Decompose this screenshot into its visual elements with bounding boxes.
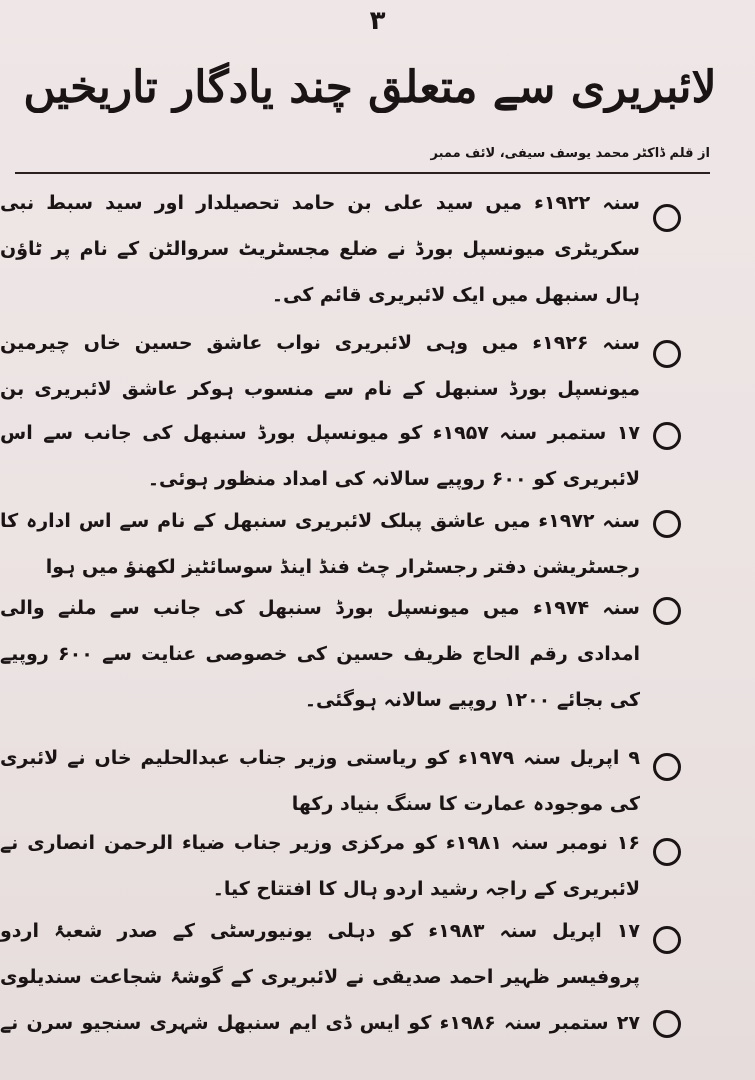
page-number: ۳ [369, 6, 386, 36]
circle-bullet-icon [653, 838, 681, 866]
circle-bullet-icon [653, 422, 681, 450]
circle-bullet-icon [653, 926, 681, 954]
page-title: لائبریری سے متعلق چند یادگار تاریخیں [23, 62, 717, 113]
author-byline: از قلم ڈاکٹر محمد یوسف سیفی، لائف ممبر [430, 146, 710, 161]
circle-bullet-icon [653, 340, 681, 368]
entry-text: ۱۷ اپریل سنہ ۱۹۸۳ء کو دہلی یونیورسٹی کے صدر شعبۂ اردو پروفیسر ظہیر احمد صدیقی نے لائبریری کے گوشۂ شجاعت سندیلوی [0, 920, 640, 988]
circle-bullet-icon [653, 597, 681, 625]
entry-text: ۲۷ ستمبر سنہ ۱۹۸۶ء کو ایس ڈی ایم سنبھل شہری سنجیو سرن نے [0, 1012, 640, 1034]
title-divider [15, 172, 710, 174]
circle-bullet-icon [653, 1010, 681, 1038]
entry-text: سنہ ۱۹۷۴ء میں میونسپل بورڈ سنبھل کی جانب سے ملنے والی امدادی رقم الحاج ظریف حسین کی خصوصی عنایت سے ۶۰۰ روپیے کی بجائے ۱۲۰۰ روپیے سالانہ ہوگئی۔ [0, 597, 640, 711]
entry-text: ۱۷ ستمبر سنہ ۱۹۵۷ء کو میونسپل بورڈ سنبھل کی جانب سے اس لائبریری کو ۶۰۰ روپیے سالانہ کی امداد منظور ہوئی۔ [0, 422, 640, 490]
date-list [0, 180, 755, 1080]
circle-bullet-icon [653, 510, 681, 538]
entry-text: ۹ اپریل سنہ ۱۹۷۹ء کو ریاستی وزیر جناب عبدالحلیم خاں نے لائبری کی موجودہ عمارت کا سنگ بنیاد رکھا [0, 747, 640, 815]
entry-text: سنہ ۱۹۲۶ء میں وہی لائبریری نواب عاشق حسین خاں چیرمین میونسپل بورڈ سنبھل کے نام سے منسوب ہوکر عاشق لائبریری بن [0, 332, 640, 400]
entry-text: ۱۶ نومبر سنہ ۱۹۸۱ء کو مرکزی وزیر جناب ضیاء الرحمن انصاری نے لائبریری کے راجہ رشید اردو ہال کا افتتاح کیا۔ [0, 832, 640, 900]
entry-text: سنہ ۱۹۷۲ء میں عاشق پبلک لائبریری سنبھل کے نام سے اس ادارہ کا رجسٹریشن دفتر رجسٹرار چٹ فنڈ اینڈ سوسائٹیز لکھنؤ میں ہوا [0, 510, 640, 578]
circle-bullet-icon [653, 204, 681, 232]
circle-bullet-icon [653, 753, 681, 781]
entry-text: سنہ ۱۹۲۲ء میں سید علی بن حامد تحصیلدار اور سید سبط نبی سکریٹری میونسپل بورڈ نے ضلع مجسٹریٹ سروالٹن کے نام پر ٹاؤن ہال سنبھل میں ایک لائبریری قائم کی۔ [0, 192, 640, 306]
